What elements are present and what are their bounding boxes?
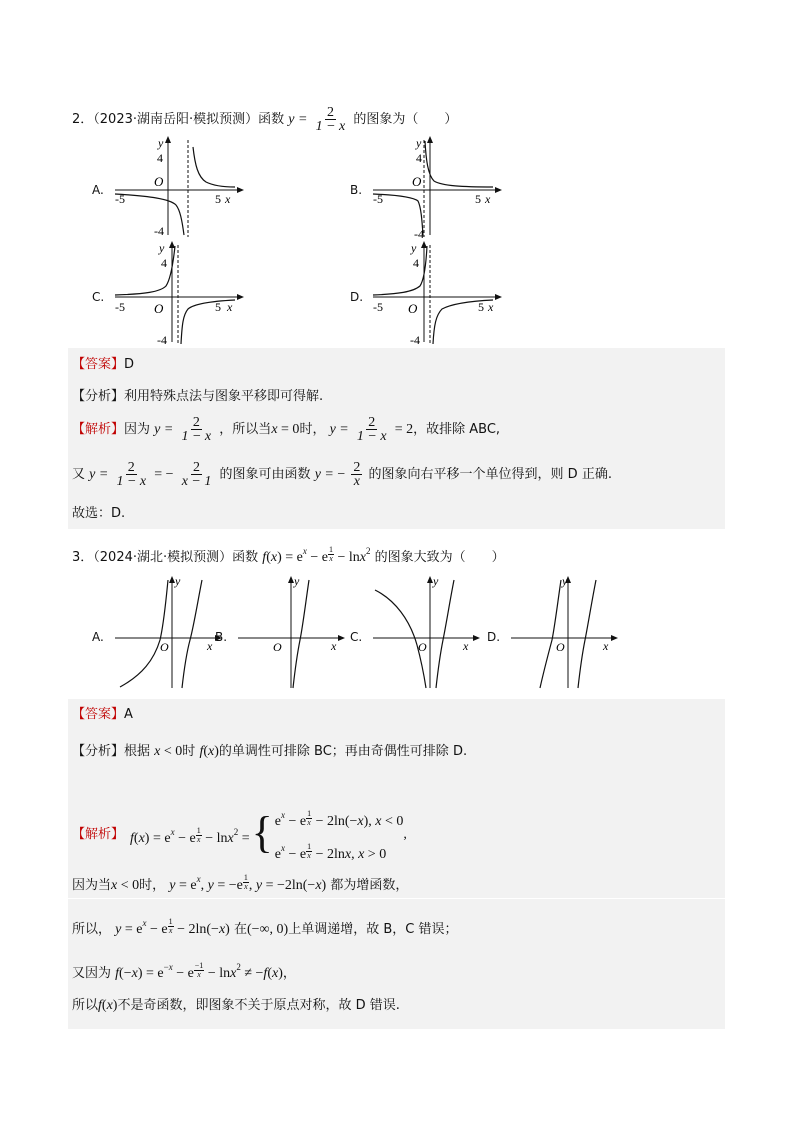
q3-solution-divider xyxy=(68,898,725,899)
q2-option-b-graph[interactable] xyxy=(368,135,503,244)
svg-text:O: O xyxy=(160,640,169,654)
svg-text:O: O xyxy=(273,640,282,654)
q3-solution-line3: 所以， $y = e^x - e$ $\frac{1}{x}$ − 2ln(−x) 在(−∞, 0)上单调递增，故 B，C 错误； xyxy=(72,917,458,937)
q2a-xleft: -5 xyxy=(115,192,125,206)
q2-func-lhs: y = xyxy=(288,112,308,127)
svg-text:-4: -4 xyxy=(410,333,420,345)
q2-stem-prefix: 函数 xyxy=(258,112,285,127)
q2-stem xyxy=(72,106,457,133)
q3-option-c-label[interactable]: C. xyxy=(350,630,363,644)
q3-answer: 【答案】A xyxy=(72,707,133,722)
svg-text:5: 5 xyxy=(475,192,481,206)
q2-solution-line2: 又 y = $\frac{2}{1 - x}$ = − $\frac{2}{x - 1}$ 的图象可由函数 y = − $\frac{2}{x}$ 的图象向右平移一个单位得到，则 D 正确. xyxy=(72,460,612,489)
svg-text:4: 4 xyxy=(161,256,167,270)
svg-text:O: O xyxy=(154,301,164,316)
svg-text:O: O xyxy=(412,174,422,189)
svg-text:x: x xyxy=(485,192,491,206)
svg-text:x: x xyxy=(331,639,337,653)
q2-analysis: 【分析】利用特殊点法与图象平移即可得解. xyxy=(72,389,324,404)
svg-text:y: y xyxy=(175,575,181,588)
q2-option-d-graph[interactable] xyxy=(368,240,503,349)
q3-solution-line2: 因为当x < 0时， $y = e^x$, y = −e $\frac{1}{x}$ , y = −2ln(−x) 都为增函数， xyxy=(72,873,409,893)
q2a-x-label: x xyxy=(225,192,231,206)
svg-text:x: x xyxy=(227,300,233,314)
svg-text:-5: -5 xyxy=(115,300,125,314)
svg-text:O: O xyxy=(408,301,418,316)
q3-solution-line1: 【解析】 $f(x) = e^x - e$ $\frac{1}{x}$ − lnx$^2$ = { $e^x - e$ $\frac{1}{x}$ − 2ln(−x), x < 0 $e^x - e$ $\frac{1}{x}$ − 2lnx, x > 0 , xyxy=(72,808,407,862)
svg-text:4: 4 xyxy=(416,151,422,165)
svg-text:y: y xyxy=(159,241,165,255)
q2-option-c-label[interactable]: C. xyxy=(92,290,105,304)
q3-option-d-label[interactable]: D. xyxy=(487,630,501,644)
svg-text:-4: -4 xyxy=(414,227,424,240)
q3-solution-line4: 又因为 $f(-x) = e^{-x} - e$ $\frac{-1}{x}$ − lnx$^2$ ≠ −f(x)， xyxy=(72,961,296,981)
svg-text:x: x xyxy=(463,639,469,653)
svg-text:-5: -5 xyxy=(373,300,383,314)
svg-text:4: 4 xyxy=(413,256,419,270)
q3-option-b-graph[interactable] xyxy=(235,575,350,694)
svg-text:y: y xyxy=(294,575,300,588)
svg-text:x: x xyxy=(488,300,494,314)
svg-text:5: 5 xyxy=(215,300,221,314)
q3-stem: 3．（2024·湖北·模拟预测）函数 $f(x) = e^x - e$ $\frac{1}{x}$ − lnx$^2$ 的图象大致为（ ） xyxy=(72,545,505,565)
q2-answer: 【答案】D xyxy=(72,357,135,372)
q2-option-a-graph[interactable] xyxy=(110,135,245,244)
q2-solution-line1: 【解析】因为 y = $\frac{2}{1 - x}$ ，所以当x = 0时， y = $\frac{2}{1 - x}$ = 2，故排除 ABC, xyxy=(72,415,501,444)
q3-option-b-label[interactable]: B. xyxy=(215,630,228,644)
q2-solution-line3: 故选：D. xyxy=(72,506,126,521)
q2-source: （2023·湖南岳阳·模拟预测） xyxy=(93,112,259,127)
q3-analysis: 【分析】根据 x < 0时 f(x)的单调性可排除 BC；再由奇偶性可排除 D. xyxy=(72,744,468,759)
q2-option-d-label[interactable]: D. xyxy=(350,290,364,304)
q2-fraction: $\frac{2}{1 - x}$ xyxy=(315,105,346,134)
q2a-ytop: 4 xyxy=(157,151,163,165)
q2a-origin: O xyxy=(154,174,164,189)
svg-text:O: O xyxy=(556,640,565,654)
q2a-ybot: -4 xyxy=(154,224,164,238)
q2a-y-label: y xyxy=(158,136,164,150)
q3-option-d-graph[interactable] xyxy=(508,575,623,694)
svg-text:y: y xyxy=(411,241,417,255)
q2-number: 2． xyxy=(72,112,94,127)
svg-text:x: x xyxy=(603,639,609,653)
q2-stem-suffix: 的图象为（ ） xyxy=(353,112,458,127)
q3-option-a-label[interactable]: A. xyxy=(92,630,104,644)
svg-text:-5: -5 xyxy=(373,192,383,206)
svg-text:y: y xyxy=(562,575,568,588)
svg-text:y: y xyxy=(416,136,422,150)
q3-option-a-graph[interactable] xyxy=(112,575,227,694)
svg-text:y: y xyxy=(433,575,439,588)
q2a-xright: 5 xyxy=(215,192,221,206)
svg-text:O: O xyxy=(418,640,427,654)
q2-option-b-label[interactable]: B. xyxy=(350,183,363,197)
q3-option-c-graph[interactable] xyxy=(370,575,485,694)
q3-solution-line5: 所以f(x)不是奇函数，即图象不关于原点对称，故 D 错误. xyxy=(72,998,400,1013)
svg-text:x: x xyxy=(207,639,213,653)
svg-text:5: 5 xyxy=(478,300,484,314)
q2-option-a-label[interactable]: A. xyxy=(92,183,104,197)
q2-option-c-graph[interactable] xyxy=(110,240,245,349)
svg-text:-4: -4 xyxy=(157,333,167,345)
